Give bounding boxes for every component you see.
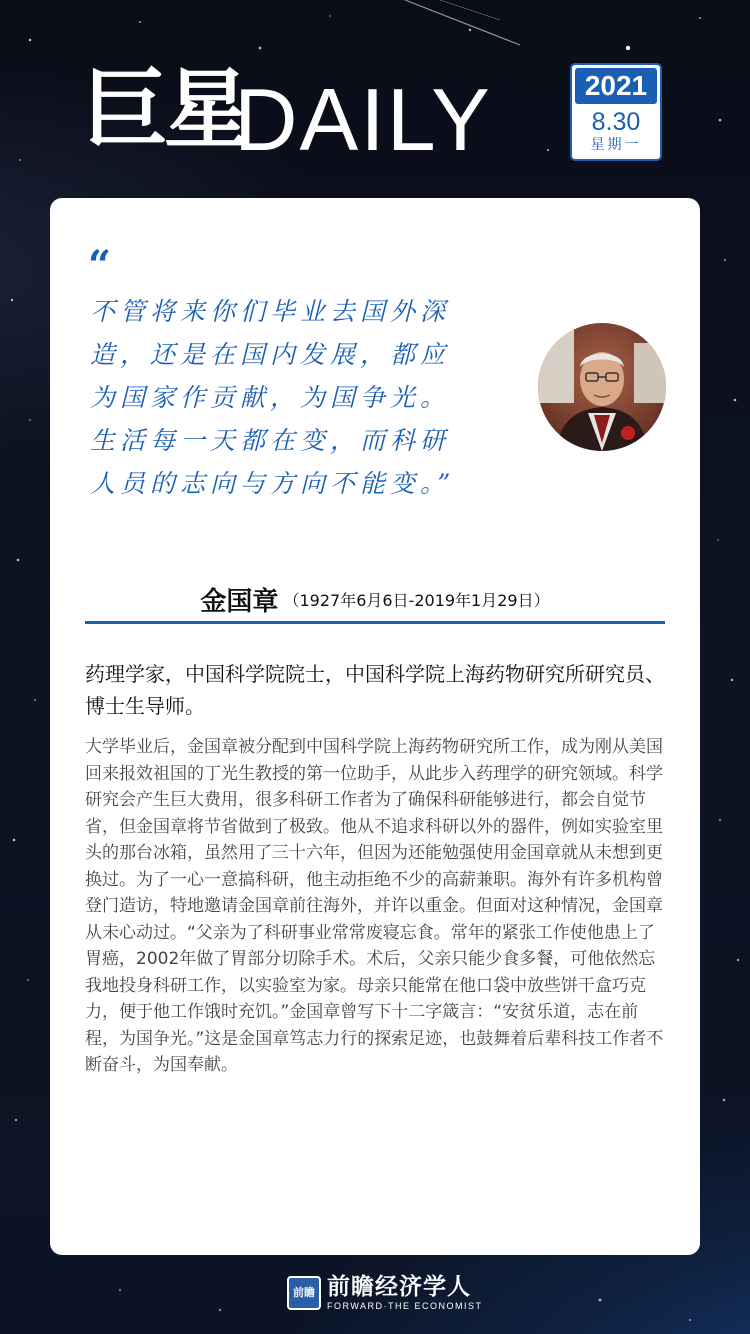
quote-text: 不管将来你们毕业去国外深造，还是在国内发展，都应为国家作贡献，为国争光。生活每一天都在变，而科研人员的志向与方向不能变。” [90, 297, 456, 498]
footer-logo-icon: 前瞻 [287, 1276, 321, 1310]
quote-mark-icon: “ [88, 242, 112, 289]
date-year: 2021 [575, 68, 657, 104]
brand-name-en: DAILY [234, 70, 492, 169]
person-bio: 大学毕业后，金国章被分配到中国科学院上海药物研究所工作，成为刚从美国回来报效祖国的丁光生教授的第一位助手，从此步入药理学的研究领域。科学研究会产生巨大费用，很多科研工作者为了确保科研能够进行，都会自觉节省，但金国章将节省做到了极致。他从不追求科研以外的器件，例如实验室里头的那台冰箱，虽然用了三十六年，但因为还能勉强使用金国章就从未想到更换过。为了一心一意搞科研，他主动拒绝不少的高薪兼职。海外有许多机构曾登门造访，特地邀请金国章前往海外，并许以重金。但面对这种情况，金国章从未心动过。“父亲为了科研事业常常废寝忘食。常年的紧张工作使他患上了胃癌，2002年做了胃部分切除手术。术后，父亲只能少食多餐，可他依然忘我地投身科研工作，以实验室为家。母亲只能常在他口袋中放些饼干盒巧克力，便于他工作饿时充饥。”金国章曾写下十二字箴言：“安贫乐道，志在前程，为国争光。”这是金国章笃志力行的探索足迹，也鼓舞着后辈科技工作者不断奋斗，为国奉献。 [85, 737, 664, 1075]
footer-brand [287, 1274, 487, 1314]
date-badge [570, 63, 662, 161]
date-weekday: 星期一 [590, 137, 642, 153]
brand-name-cn: 巨星 [82, 60, 246, 160]
person-heading [50, 581, 700, 618]
portrait-photo [538, 323, 666, 451]
person-lifespan: （1927年6月6日-2019年1月29日） [283, 591, 550, 610]
person-title: 药理学家，中国科学院院士，中国科学院上海药物研究所研究员、博士生导师。 [85, 662, 665, 718]
footer-name-en: FORWARD·THE ECONOMIST [327, 1301, 483, 1311]
content-card [50, 198, 700, 1255]
date-day: 8.30 [591, 108, 641, 136]
person-name: 金国章 [200, 587, 279, 617]
footer-name-cn: 前瞻经济学人 [327, 1274, 471, 1300]
divider [85, 621, 665, 624]
brand-logo [82, 58, 522, 168]
